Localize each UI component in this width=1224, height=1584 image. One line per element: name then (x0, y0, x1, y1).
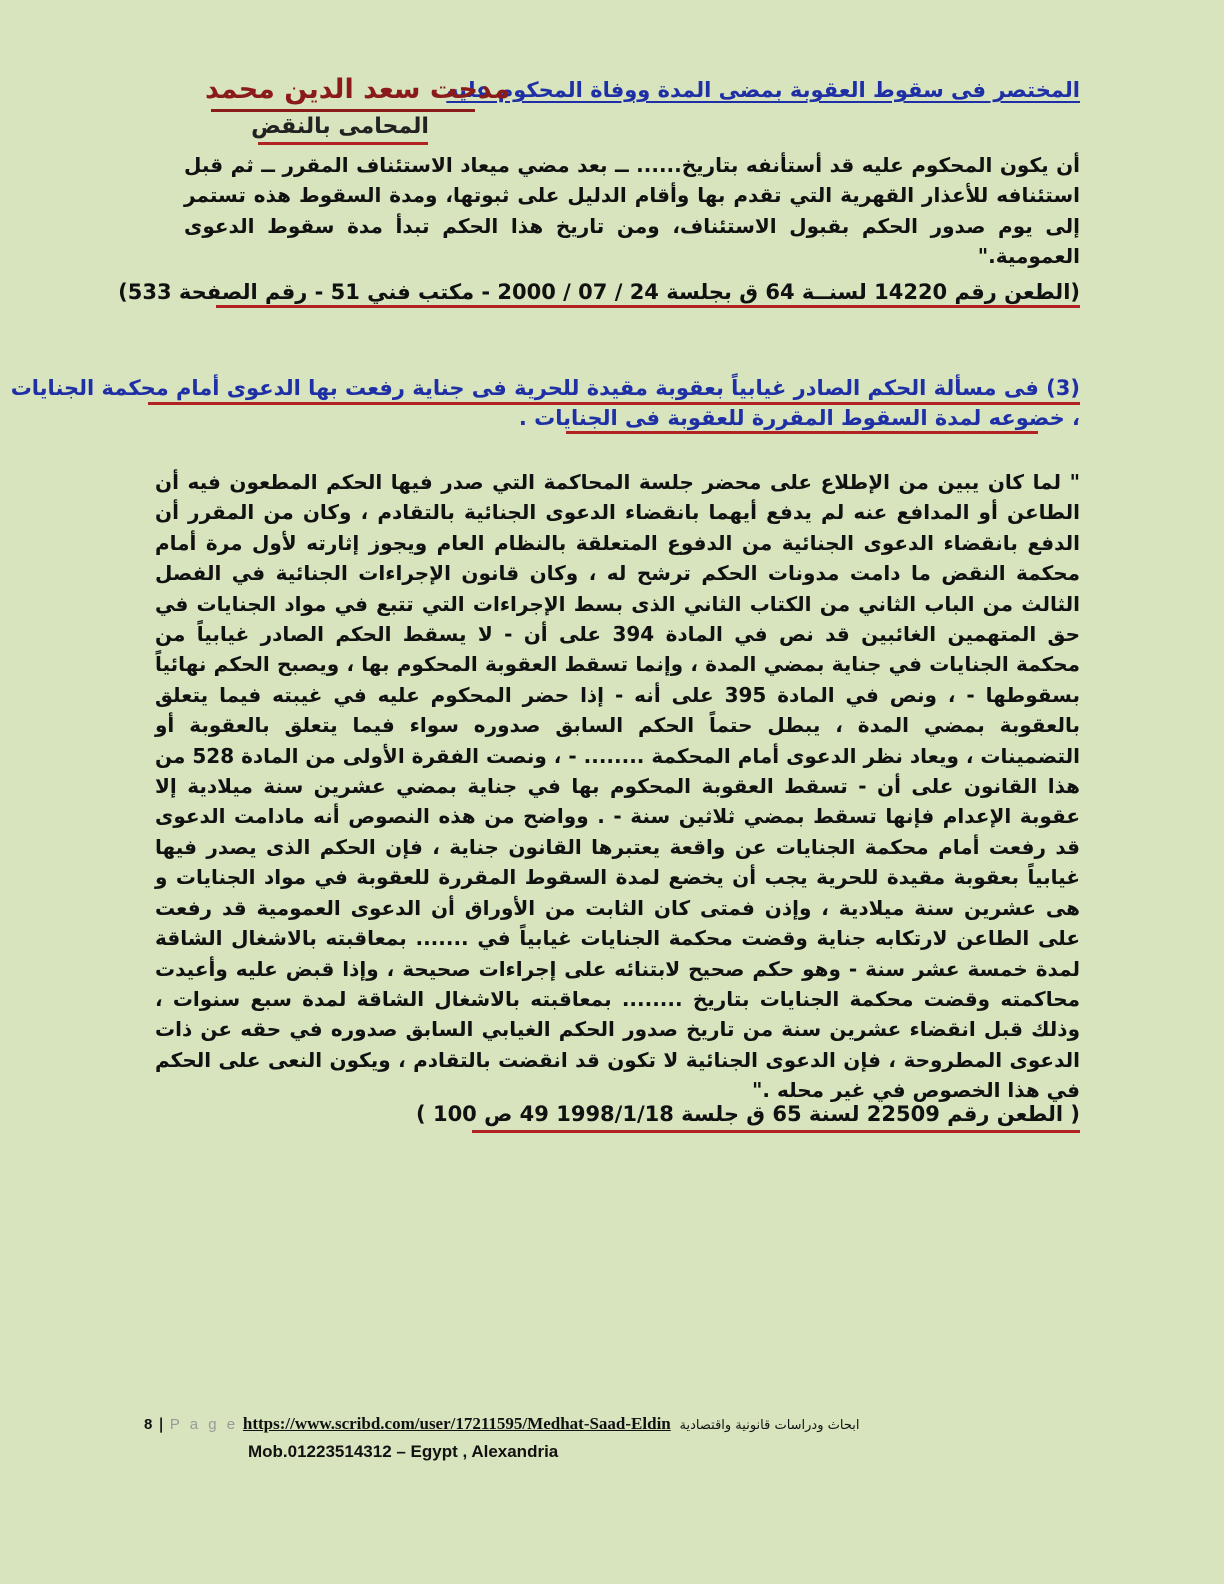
footer-mobile: Mob.01223514312 – Egypt , Alexandria (248, 1442, 559, 1461)
author-role-underline (258, 142, 428, 145)
citation-1-underline (216, 305, 1080, 308)
section-heading-line-2: ، خضوعه لمدة السقوط المقررة للعقوبة فى الجنايات . (518, 406, 1080, 430)
author-role: المحامى بالنقض (251, 114, 429, 139)
footer-label: ابحاث ودراسات قانونية واقتصادية (679, 1418, 860, 1433)
citation-1: (الطعن رقم 14220 لسنــة 64 ق بجلسة 24 / 07 / 2000 - مكتب فني 51 - رقم الصفحة 533) (118, 280, 1080, 304)
page-number: 8 (144, 1416, 153, 1433)
citation-2: ( الطعن رقم 22509 لسنة 65 ق جلسة 1998/1/18 49 ص 100 ) (416, 1102, 1080, 1126)
citation-2-underline (472, 1130, 1080, 1133)
document-title: المختصر فى سقوط العقوبة بمضى المدة ووفاة المحكوم عليه (446, 78, 1080, 102)
body-paragraph-2: " لما كان يبين من الإطلاع على محضر جلسة المحاكمة التي صدر فيها الحكم المطعون فيه أن الطاعن أو المدافع عنه لم يدفع أيهما بانقضاء الدعوى الجنائية بالتقادم ، وكان من المقرر أن الدفع بانقضاء الدعوى الجنائية من الدفوع المتعلقة بالنظام العام ويجوز إثارته لأول مرة أمام محكمة النقض ما دامت مدونات الحكم ترشح له ، وكان قانون الإجراءات الجنائية في الفصل الثالث من الباب الثاني من الكتاب الثاني الذى بسط الإجراءات التي تتبع في مواد الجنايات في حق المتهمين الغائبين قد نص في المادة 394 على أن - لا يسقط الحكم الصادر غيابياً من محكمة الجنايات في جناية بمضي المدة ، وإنما تسقط العقوبة المحكوم بها ، ويصبح الحكم نهائياً بسقوطها - ، ونص في المادة 395 على أنه - إذا حضر المحكوم عليه في غيبته فيما يتعلق بالعقوبة بمضي المدة ، يبطل حتماً الحكم السابق صدوره سواء فيما يتعلق بالعقوبة أو التضمينات ، ويعاد نظر الدعوى أمام المحكمة ........ - ، ونصت الفقرة الأولى من المادة 528 من هذا القانون على أن - تسقط العقوبة المحكوم بها في جناية بمضي عشرين سنة ميلادية إلا عقوبة الإعدام فإنها تسقط بمضي ثلاثين سنة - . وواضح من هذه النصوص أنه مادامت الدعوى قد رفعت أمام محكمة الجنايات عن واقعة يعتبرها القانون جناية ، فإن الحكم الذى يصدر فيها غيابياً بعقوبة مقيدة للحرية يجب أن يخضع لمدة السقوط المقررة للعقوبة في مواد الجنايات و هى عشرين سنة ميلادية ، وإذن فمتى كان الثابت من الأوراق أن الدعوى العمومية قد رفعت على الطاعن لارتكابه جناية وقضت محكمة الجنايات غيابياً في ....... بمعاقبته بالاشغال الشاقة لمدة خمسة عشر سنة - وهو حكم صحيح لابتنائه على إجراءات صحيحة ، وإذا قبض عليه وأعيدت محاكمته وقضت محكمة الجنايات بتاريخ ........ بمعاقبته بالاشغال الشاقة لمدة سبع سنوات ، وذلك قبل انقضاء عشرين سنة من تاريخ صدور الحكم الغيابي السابق صدوره في حقه عن ذات الدعوى المطروحة ، فإن الدعوى الجنائية لا تكون قد انقضت بالتقادم ، ويكون النعى على الحكم في هذا الخصوص في غير محله ." (155, 470, 1080, 1103)
author-name: مدحت سعد الدين محمد (205, 74, 511, 105)
section-heading-line-1: (3) فى مسألة الحكم الصادر غيابياً بعقوبة مقيدة للحرية فى جناية رفعت بها الدعوى أمام محكمة الجنايات (10, 376, 1080, 400)
footer-separator: | (158, 1415, 164, 1433)
page-footer (144, 1414, 1044, 1440)
section-heading-underline-2 (566, 431, 1038, 434)
footer-url-link[interactable]: https://www.scribd.com/user/17211595/Medhat-Saad-Eldin (242, 1414, 671, 1433)
page-word: P a g e (169, 1416, 239, 1433)
body-paragraph-1: أن يكون المحكوم عليه قد أستأنفه بتاريخ...... ــ بعد مضي ميعاد الاستئناف المقرر ــ ثم قبل استئنافه للأعذار القهرية التي تقدم بها وأقام الدليل على ثبوتها، ومدة السقوط هذه تستمر إلى يوم صدور الحكم بقبول الاستئناف، ومن تاريخ هذا الحكم تبدأ مدة سقوط الدعوى العمومية." (184, 153, 1080, 269)
author-name-underline (211, 109, 475, 112)
section-heading-underline-1 (148, 402, 1080, 405)
